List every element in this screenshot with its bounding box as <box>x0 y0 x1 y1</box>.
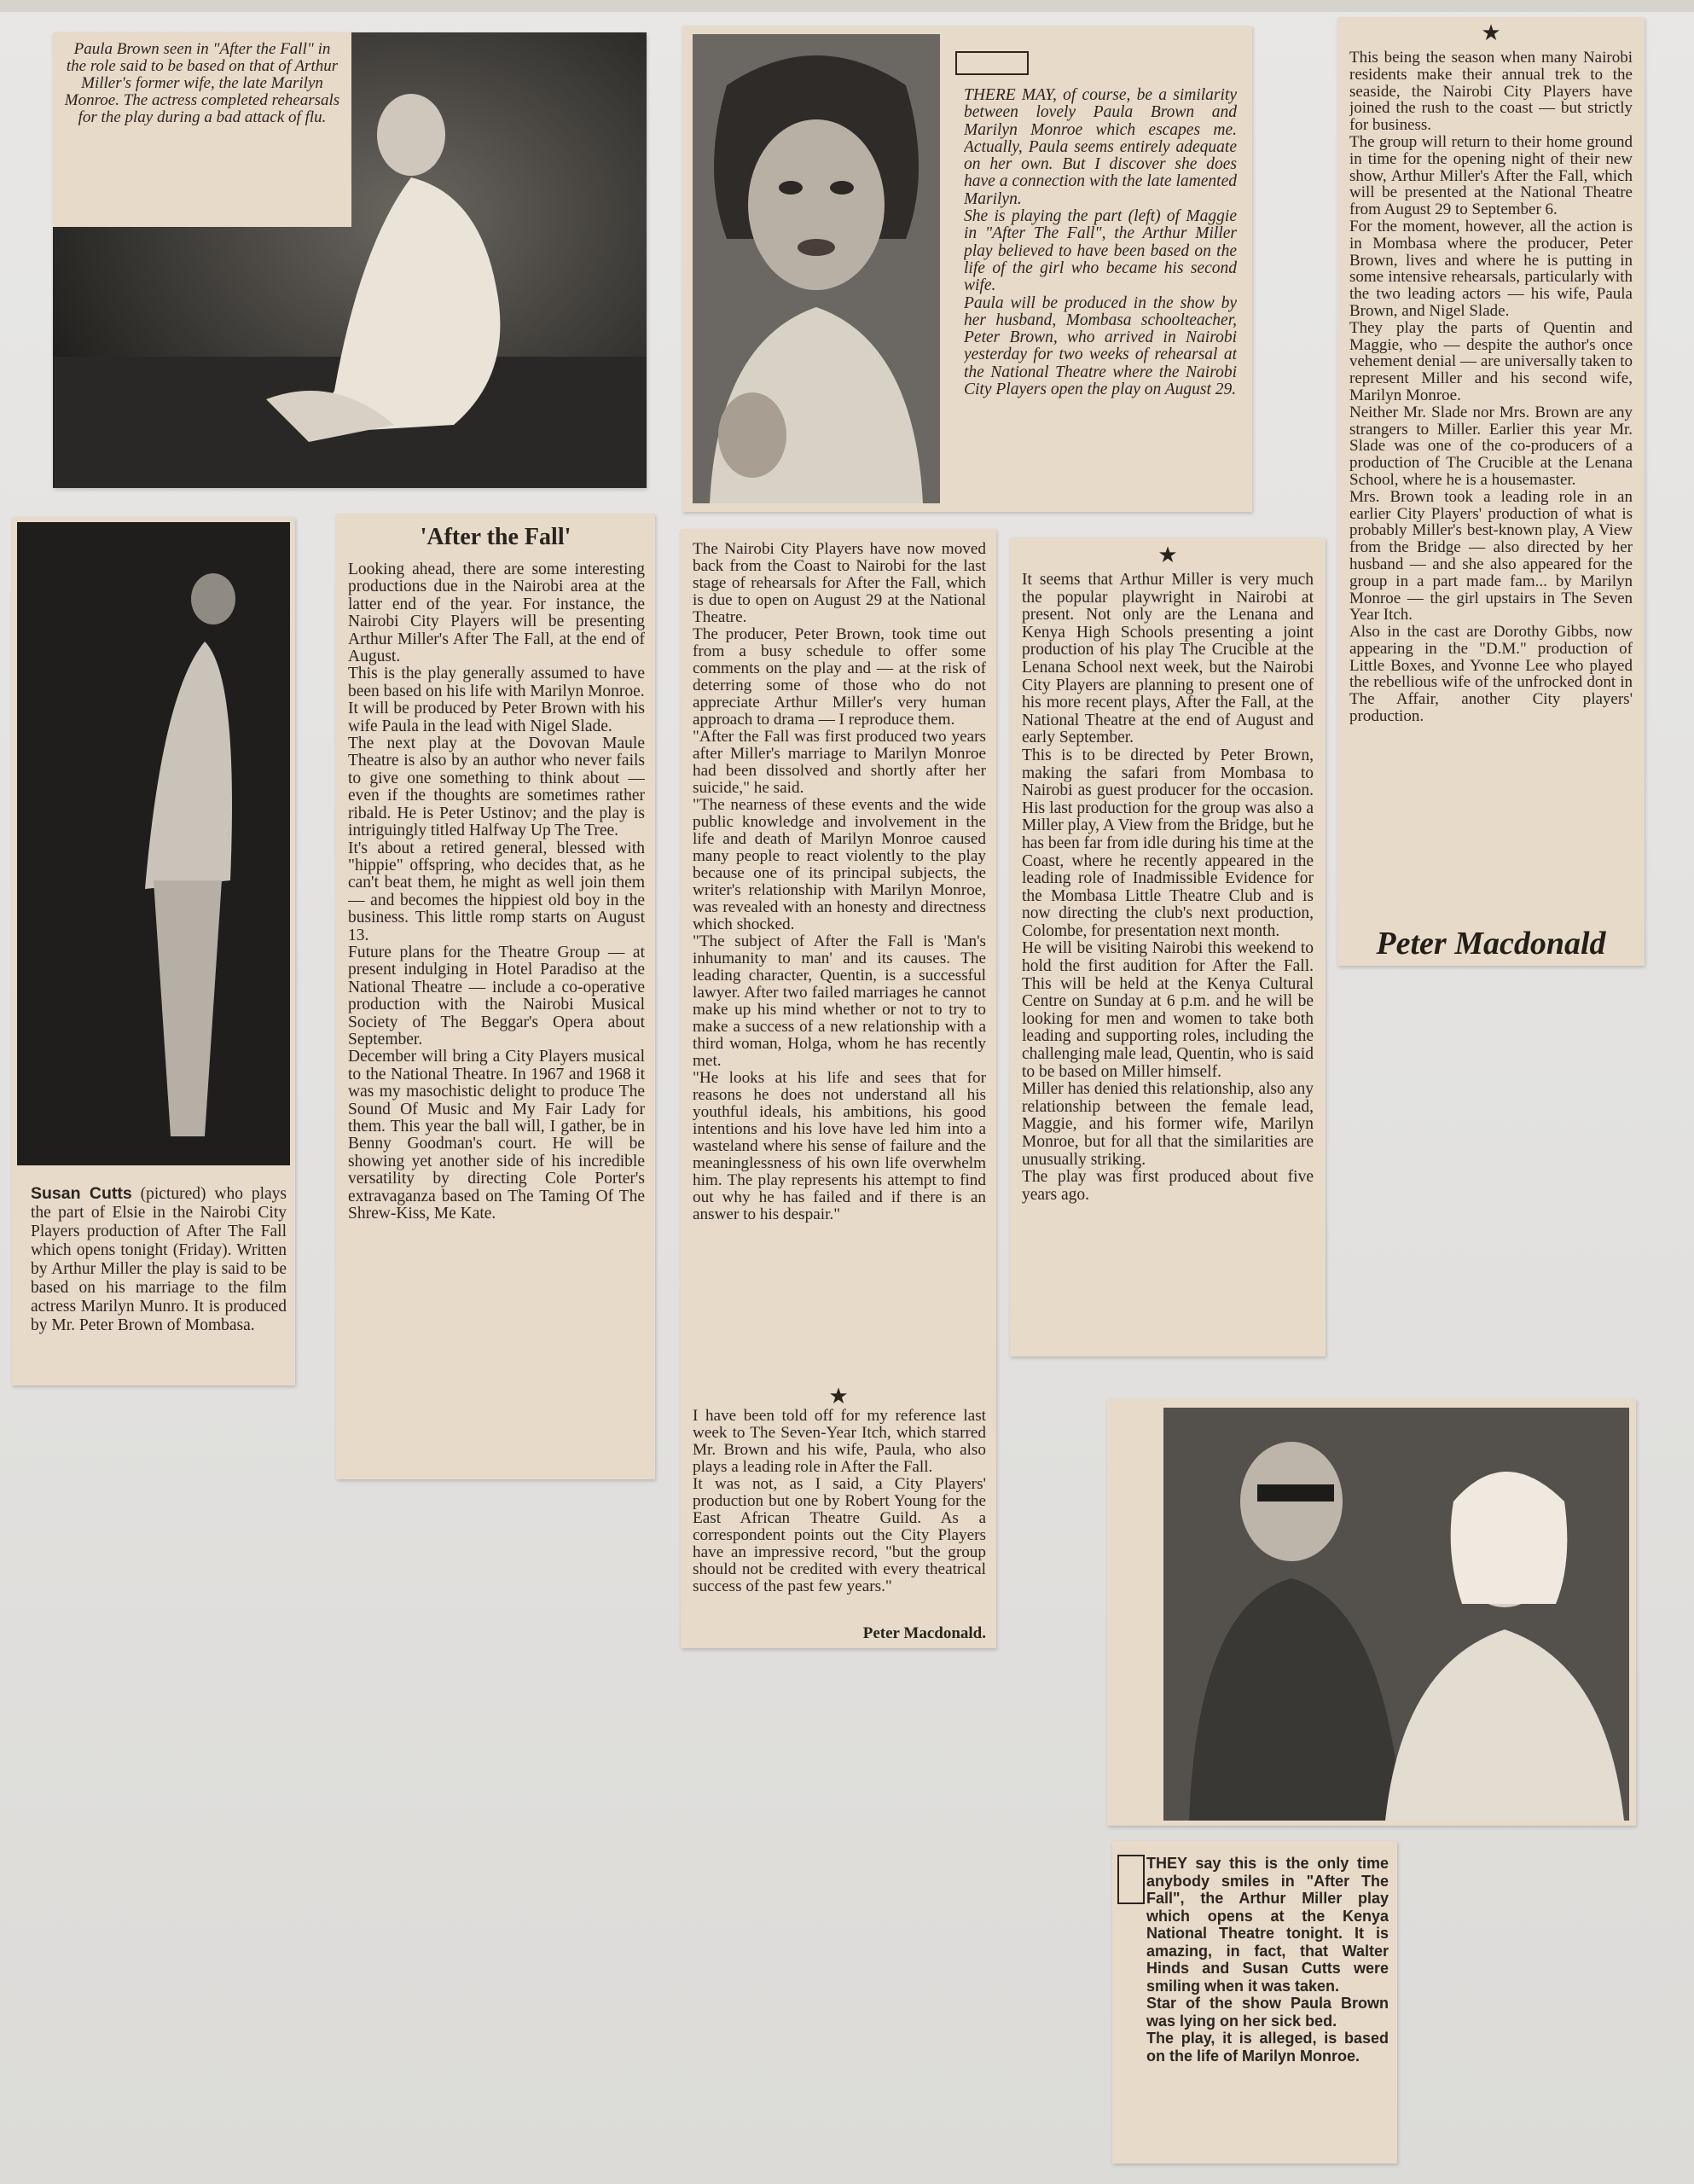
miller-popular-text: It seems that Arthur Miller is very much the popular playwright in Nairobi at present. Not only are the Lenana and Kenya High Schools presenting a joint production of his play The Crucible at the Lenana School next week, but the Nairobi City Players are planning to present one of his more recent plays, After the Fall, at the National Theatre at the end of August and early September. This is to be directed by Peter Brown, making the safari from Mombasa to Nairobi as guest producer for the occasion. His last production for the group was also a Miller play, A View from the Bridge, but he has been far from idle during his time at the Coast, where he recently appeared in the leading role of Inadmissible Evidence for the Mombasa Little Theatre Club and is now directing the club's next production, Colombe, for presentation next month. He will be visiting Nairobi this weekend to hold the first audition for After the Fall. This will be held at the Kenya Cultural Centre on Sunday at 6 p.m. and he will be looking for men and women to take both leading and supporting roles, including the challenging male lead, Quentin, who is said to be based on Miller himself. Miller has denied this relationship, also any relationship between the female lead, Maggie, and his former wife, Marilyn Monroe, but for all that the similarities are unusually striking. The play was first produced about five years ago. <box>1022 572 1314 1204</box>
caption-body: (pictured) who plays the part of Elsie in the Nairobi City Players production of After The Fall which opens tonight (Friday). Written by Arthur Miller the play is said to be based on his marriage to the film actress Marilyn Munro. It is produced by Mr. Peter Brown of Mombasa. <box>31 1185 287 1334</box>
photo-portrait-image <box>693 34 940 503</box>
star-icon: ★ <box>1481 20 1501 45</box>
caption-name: Susan Cutts <box>31 1184 132 1203</box>
season-article-text: This being the season when many Nairobi residents make their annual trek to the seaside, the Nairobi City Players have joined the rush to the coast — but strictly for business. The group will return to their home ground in time for the opening night of their new show, Arthur Miller's After the Fall, which will be presented at the National Theatre from August 29 to September 6. For the moment, however, all the action is in Mombasa where the producer, Peter Brown, lives and where he is putting in some intensive rehearsals, particularly with the two leading actors — his wife, Paula Brown, and Nigel Slade. They play the parts of Quentin and Maggie, who — despite the author's once vehement denial — are universally taken to represent Miller and his second wife, Marilyn Monroe. Neither Mr. Slade nor Mrs. Brown are any strangers to Miller. Earlier this year Mr. Slade was one of the co-producers of a production of The Crucible at the Lenana School, where he is a housemaster. Mrs. Brown took a leading role in an earlier City Players' production of what is probably Miller's best-known play, A View from the Bridge — also directed by her husband — and she also appeared for the group in a part made fam... by Marilyn Monroe — the girl upstairs in The Seven Year Itch. Also in the cast are Dorothy Gibbs, now appearing in the "D.M." production of Little Boxes, and Yvonne Lee who played the rebellious wife of the unfrocked dont in The Affair, another City players' production. <box>1349 49 1633 726</box>
page-top-edge <box>0 0 1694 12</box>
byline-peter-macdonald: Peter Macdonald <box>1376 926 1606 961</box>
photo-paula-brown-portrait <box>693 34 940 503</box>
photo-hinds-cutts-image <box>1163 1408 1629 1821</box>
clipping-rehearsal-article <box>681 529 996 1648</box>
clipping-there-may <box>682 26 1252 512</box>
clipping-season-article <box>1337 17 1645 966</box>
star-icon: ★ <box>828 1384 849 1409</box>
clipping-susan-cutts <box>12 517 295 1385</box>
they-say-text: THEY say this is the only time anybody smiles in "After The Fall", the Arthur Miller play which opens at the Kenya National Theatre tonight. It is amazing, in fact, that Walter Hinds and Susan Cutts were smiling when it was taken. Star of the show Paula Brown was lying on her sick bed. The play, it is alleged, is based on the life of Marilyn Monroe. <box>1146 1855 1389 2065</box>
photo-susan-cutts-image <box>17 522 290 1165</box>
seven-year-itch-correction: I have been told off for my reference last week to The Seven-Year Itch, which starred Mr. Brown and his wife, Paula, who also plays a leading role in After the Fall. It was not, as I said, a City Players' production but one by Robert Young for the East African Theatre Guild. As a correspondent points out the City Players have an impressive record, "but the group should not be credited with every theatrical success of the past few years." <box>693 1408 986 1595</box>
clipping-they-say <box>1107 1399 1636 1826</box>
photo-susan-cutts <box>17 522 290 1165</box>
column-marker-box <box>1117 1855 1145 1904</box>
after-the-fall-column-text: Looking ahead, there are some interesting productions due in the Nairobi area at the latter end of the year. For instance, the Nairobi City Players will be presenting Arthur Miller's After The Fall, at the end of August. This is the play generally assumed to have been based on his life with Marilyn Monroe. It will be produced by Peter Brown with his wife Paula in the lead with Nigel Slade. The next play at the Dovovan Maule Theatre is also by an author who never fails to give one something to think about — even if the thoughts are sometimes rather ribald. He is Peter Ustinov; and the play is intriguingly titled Halfway Up The Tree. It's about a retired general, blessed with "hippie" offspring, who decides that, as he can't beat them, he might as well join them — and becomes the hippiest old boy in the business. This little romp starts on August 13. Future plans for the Theatre Group — at present indulging in Hotel Paradiso at the National Theatre — include a co-operative production with the Nairobi Musical Society of The Beggar's Opera about September. December will bring a City Players musical to the National Theatre. In 1967 and 1968 it was my masochistic delight to produce The Sound Of Music and My Fair Lady for them. This year the ball will, I gather, be in Benny Goodman's court. He will be showing yet another side of his incredible versatility by directing Cole Porter's extravaganza based on The Taming Of The Shrew-Kiss, Me Kate. <box>348 561 645 1223</box>
there-may-text: THERE MAY, of course, be a similarity between lovely Paula Brown and Marilyn Monroe which escapes me. Actually, Paula seems entirely adequate on her own. But I discover she does have a connection with the late lamented Marilyn. She is playing the part (left) of Maggie in "After The Fall", the Arthur Miller play believed to have been based on the life of the girl who became his second wife. Paula will be produced in the show by her husband, Mombasa schoolteacher, Peter Brown, who arrived in Nairobi yesterday for two weeks of rehearsal at the National Theatre where the Nairobi City Players open the play on August 29. <box>964 87 1237 399</box>
byline-peter-macdonald-small: Peter Macdonald. <box>862 1624 986 1642</box>
rehearsal-article-text: The Nairobi City Players have now moved back from the Coast to Nairobi for the last stage of rehearsals for After the Fall, which is due to open on August 29 at the National Theatre. The producer, Peter Brown, took time out from a busy schedule to offer some comments on the play and — at the risk of deterring some of those who do not appreciate Arthur Miller's very human approach to drama — I reproduce them. "After the Fall was first produced two years after Miller's marriage to Marilyn Monroe had been dissolved and shortly after her suicide," he said. "The nearness of these events and the wide public knowledge and involvement in the life and death of Marilyn Monroe caused many people to react violently to the play because one of its principal subjects, the writer's relationship with Marilyn Monroe, was revealed with an honesty and directness which shocked. "The subject of After the Fall is 'Man's inhumanity to man' and its causes. The leading character, Quentin, is a successful lawyer. After two failed marriages he cannot make up his mind whether or not to try to make a success of a new relationship with a third woman, Holga, whom he has recently met. "He looks at his life and sees that for reasons he does not understand all his youthful ideals, his ambitions, his good intentions and his love have led him into a wasteland where his sense of failure and the meaninglessness of his own life overwhelm him. The play represents his attempt to find out why he has failed and if there is an answer to his despair." <box>693 541 986 1223</box>
clipping-miller-popular <box>1010 537 1326 1356</box>
clipping-after-the-fall-column <box>336 514 655 1479</box>
column-headline: 'After the Fall' <box>420 524 571 550</box>
caption-text: Paula Brown seen in "After the Fall" in the role said to be based on that of Arthur Miller's former wife, the late Marilyn Monroe. The actress completed rehearsals for the play during a bad attack of flu. <box>64 41 340 126</box>
star-icon: ★ <box>1157 543 1178 567</box>
photo-caption-box <box>53 32 351 227</box>
susan-cutts-caption <box>31 1184 287 1380</box>
clipping-paula-brown-photo <box>53 32 647 488</box>
photo-hinds-and-cutts <box>1163 1408 1629 1821</box>
column-marker-box <box>955 51 1029 75</box>
clipping-they-say-text <box>1112 1841 1397 2164</box>
